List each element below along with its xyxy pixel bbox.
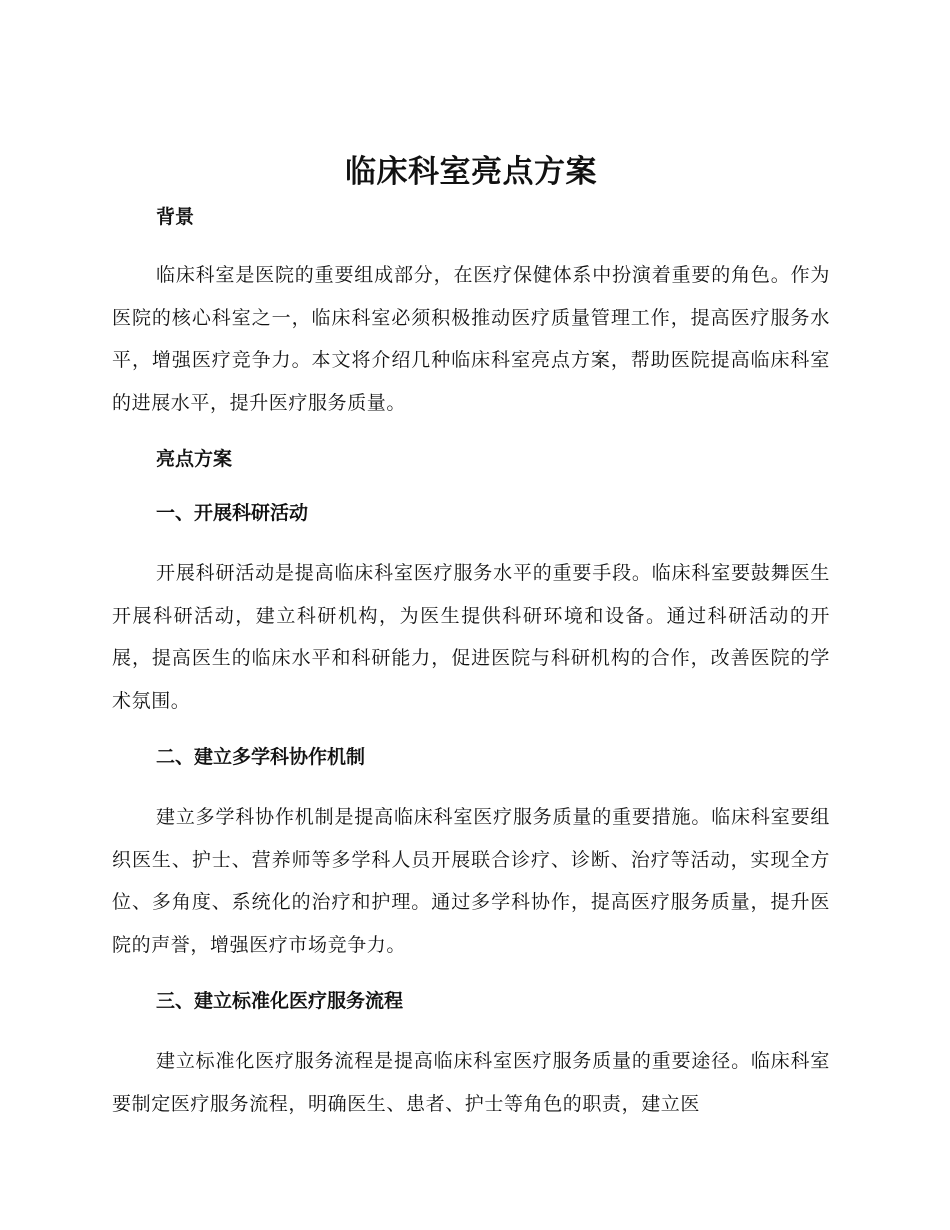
- subheading-multidisciplinary: 二、建立多学科协作机制: [156, 746, 366, 768]
- document-body: [112, 148, 830, 1125]
- subheading-standardized-process: 三、建立标准化医疗服务流程: [156, 990, 404, 1012]
- section-heading-highlights: 亮点方案: [156, 448, 233, 470]
- paragraph-background: 临床科室是医院的重要组成部分，在医疗保健体系中扮演着重要的角色。作为医院的核心科室之一，临床科室必须积极推动医疗质量管理工作，提高医疗服务水平，增强医疗竞争力。本文将介绍几种临床科室亮点方案，帮助医院提高临床科室的进展水平，提升医疗服务质量。: [112, 264, 830, 414]
- paragraph-multidisciplinary: 建立多学科协作机制是提高临床科室医疗服务质量的重要措施。临床科室要组织医生、护士、营养师等多学科人员开展联合诊疗、诊断、治疗等活动，实现全方位、多角度、系统化的治疗和护理。通过多学科协作，提高医疗服务质量，提升医院的声誉，增强医疗市场竞争力。: [112, 806, 830, 956]
- paragraph-research: 开展科研活动是提高临床科室医疗服务水平的重要手段。临床科室要鼓舞医生开展科研活动，建立科研机构，为医生提供科研环境和设备。通过科研活动的开展，提高医生的临床水平和科研能力，促进医院与科研机构的合作，改善医院的学术氛围。: [112, 562, 830, 712]
- subheading-research: 一、开展科研活动: [156, 502, 309, 524]
- section-heading-background: 背景: [156, 206, 195, 228]
- document-title: 临床科室亮点方案: [345, 154, 597, 190]
- paragraph-standardized-process: 建立标准化医疗服务流程是提高临床科室医疗服务质量的重要途径。临床科室要制定医疗服务流程，明确医生、患者、护士等角色的职责，建立医: [112, 1050, 830, 1115]
